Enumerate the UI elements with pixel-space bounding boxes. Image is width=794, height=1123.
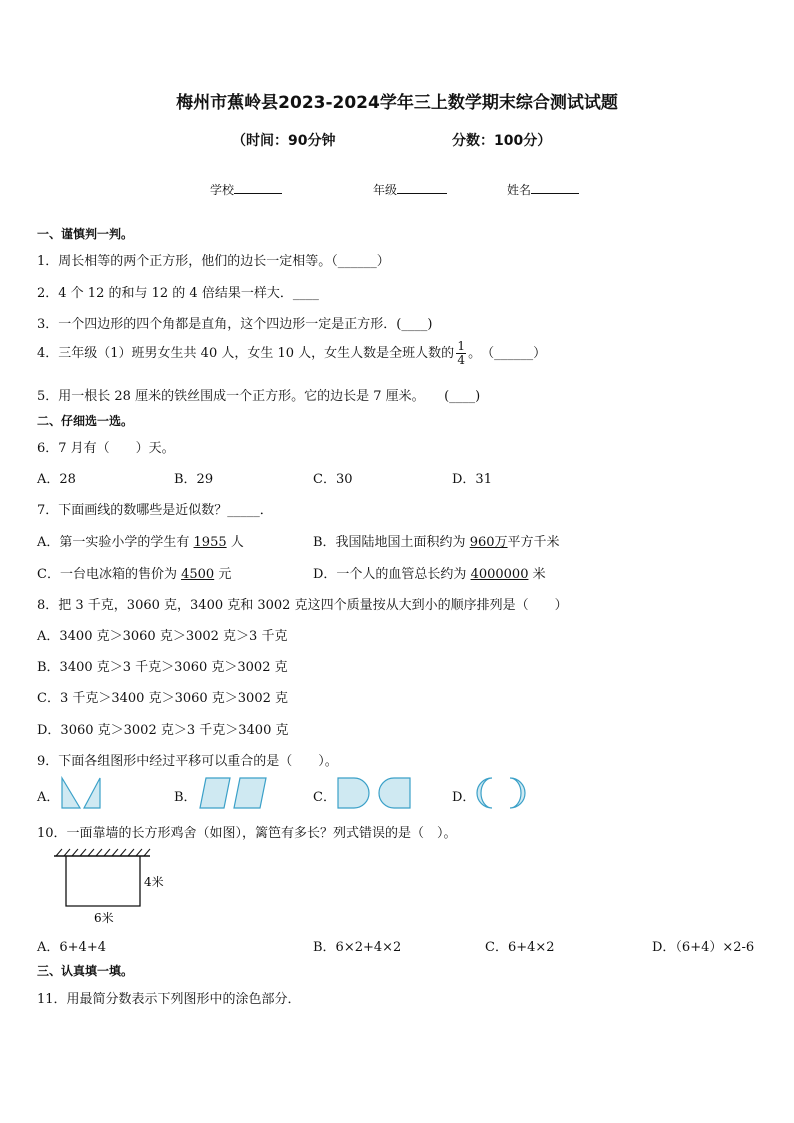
- coop-side-label: 4米: [144, 875, 164, 889]
- question-3: 3．一个四边形的四个角都是直角，这个四边形一定是正方形．(____): [37, 317, 433, 332]
- q6-option-b: B．29: [174, 472, 214, 487]
- question-4-blank: 。 （______）: [468, 346, 547, 361]
- question-2: 2．4 个 12 的和与 12 的 4 倍结果一样大．____: [37, 286, 319, 301]
- exam-score: 分数：100分）: [452, 133, 552, 149]
- fraction-numerator: 1: [457, 339, 465, 353]
- q6-option-a: A．28: [37, 472, 76, 487]
- coop-bottom-label: 6米: [94, 911, 114, 925]
- question-10: 10．一面靠墙的长方形鸡舍（如图），篱笆有多长？列式错误的是（ ）。: [37, 826, 457, 841]
- q6-option-c: C．30: [313, 472, 353, 487]
- question-4-text: 4．三年级（1）班男女生共 40 人，女生 10 人，女生人数是全班人数的: [37, 346, 455, 361]
- name-label: 姓名: [507, 183, 532, 197]
- q10-option-c: C．6+4×2: [485, 940, 555, 955]
- school-label: 学校: [210, 183, 235, 197]
- q7-option-c: C．一台电冰箱的售价为 4500 元: [37, 567, 232, 582]
- question-5: 5．用一根长 28 厘米的铁丝围成一个正方形。它的边长是 7 厘米。 (____): [37, 389, 481, 404]
- q10-option-d: D．（6+4）×2-6: [652, 940, 755, 955]
- question-1: 1．周长相等的两个正方形，他们的边长一定相等。（______）: [37, 254, 390, 269]
- section-1-heading: 一、谨慎判一判。: [37, 227, 134, 241]
- section-2-heading: 二、仔细选一选。: [37, 414, 134, 428]
- q9-option-d: D．: [452, 790, 476, 805]
- question-11: 11．用最简分数表示下列图形中的涂色部分．: [37, 992, 301, 1007]
- school-field: [210, 181, 282, 198]
- q8-option-c: C．3 千克＞3400 克＞3060 克＞3002 克: [37, 691, 288, 706]
- question-7: 7．下面画线的数哪些是近似数？_____．: [37, 503, 273, 518]
- q7-option-d: D．一个人的血管总长约为 4000000 米: [313, 567, 546, 582]
- q9-option-a: A．: [37, 790, 60, 805]
- q6-option-d: D．31: [452, 472, 492, 487]
- exam-time: （时间：90分钟: [232, 133, 336, 149]
- q9-shape-a: [58, 776, 104, 810]
- name-field: [507, 181, 579, 198]
- q9-shape-d: [474, 776, 530, 810]
- section-3-heading: 三、认真填一填。: [37, 964, 134, 978]
- q10-option-a: A．6+4+4: [37, 940, 106, 955]
- q10-coop-diagram: [54, 848, 184, 928]
- q7-option-b: B．我国陆地国土面积约为 960万平方千米: [313, 535, 560, 550]
- question-9: 9．下面各组图形中经过平移可以重合的是（ ）。: [37, 754, 338, 769]
- question-8: 8．把 3 千克，3060 克，3400 克和 3002 克这四个质量按从大到小的顺序排列是（ ）: [37, 598, 568, 613]
- q9-shape-c: [336, 776, 414, 810]
- q8-option-a: A．3400 克＞3060 克＞3002 克＞3 千克: [37, 629, 288, 644]
- grade-field: [373, 181, 447, 198]
- question-6: 6．7 月有（ ）天。: [37, 441, 175, 456]
- q9-option-c: C．: [313, 790, 336, 805]
- q7-option-a: A．第一实验小学的学生有 1955 人: [37, 535, 244, 550]
- fraction-denominator: 4: [457, 353, 465, 367]
- q8-option-b: B．3400 克＞3 千克＞3060 克＞3002 克: [37, 660, 288, 675]
- q10-option-b: B．6×2+4×2: [313, 940, 402, 955]
- fraction: [456, 340, 466, 367]
- page-title: 梅州市蕉岭县2023-2024学年三上数学期末综合测试试题: [176, 93, 618, 113]
- q8-option-d: D．3060 克＞3002 克＞3 千克＞3400 克: [37, 723, 289, 738]
- grade-label: 年级: [373, 183, 398, 197]
- q9-shape-b: [198, 776, 270, 810]
- q9-option-b: B．: [174, 790, 197, 805]
- question-4: [37, 340, 546, 367]
